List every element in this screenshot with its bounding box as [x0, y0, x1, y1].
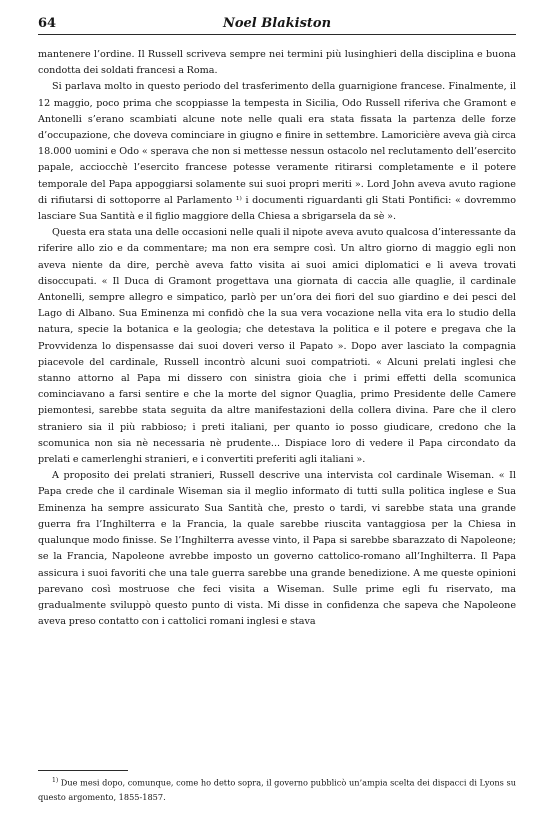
- footnote-rule: [38, 770, 128, 771]
- footnote: [38, 774, 516, 804]
- footnote-text: Due mesi dopo, comunque, come ho detto sopra, il governo pubblicò un’ampia scelta dei dispacci di Lyons su questo argomento, 1855-1857.: [38, 777, 516, 802]
- paragraph-continuation: mantenere l’ordine. Il Russell scriveva sempre nei termini più lusinghieri della disciplina e buona condotta dei soldati francesi a Roma.: [38, 49, 516, 77]
- body-text: [38, 47, 516, 630]
- footnote-marker: 1): [52, 777, 59, 784]
- paragraph-garrison-transfer: Si parlava molto in questo periodo del trasferimento della guarnigione francese. Finalmente, il 12 maggio, poco prima che scoppiasse la tempesta in Sicilia, Odo Russell riferiva che Gramont e Antonelli s’erano scambiati alcune note nelle quali era stata fissata la partenza delle forze d’occupazione, che doveva cominciare in giugno e finire in settembre. Lamoricière aveva già circa 18.000 uomini e Odo « sperava che non si mettesse nessun ostacolo nel reclutamento dell’esercito papale, acciocchè l’esercito francese potesse veramente ritirarsi completamente e il potere temporale del Papa appoggiarsi solamente sui suoi propri meriti ». Lord John aveva avuto ragione di rifiutarsi di sottoporre al Parlamento ¹⁾ i documenti riguardanti gli Stati Pontifici: « dovremmo lasciare Sua Santità e il figlio maggiore della Chiesa a sbrigarsela da sè ».: [38, 81, 516, 223]
- paragraph-diplomatic-visits: Questa era stata una delle occasioni nelle quali il nipote aveva avuto qualcosa d’interessante da riferire allo zio e da commentare; ma non era sempre così. Un altro giorno di maggio egli non aveva niente da dire, perchè aveva fatto visita ai suoi amici diplomatici e li aveva trovati disoccupati. « Il Duca di Gramont progettava una giornata di caccia alle quaglie, il cardinale Antonelli, sempre allegro e simpatico, parlò per un’ora dei fiori del suo giardino e dei pesci del Lago di Albano. Sua Eminenza mi confidò che la sua vera vocazione nella vita era lo studio della natura, specie la botanica e la geologia; che detestava la politica e il potere e pregava che la Provvidenza lo dispensasse dai suoi doveri verso il Papato ». Dopo aver lasciato la compagnia piacevole del cardinale, Russell incontrò alcuni suoi compatrioti. « Alcuni prelati inglesi che stanno attorno al Papa mi dissero con sinistra gioia che i primi effetti della scomunica cominciavano a farsi sentire e che la morte del signor Quaglia, primo Presidente delle Camere piemontesi, sarebbe stata seguita da altre manifestazioni della collera divina. Pare che il clero straniero sia il più rabbioso; i preti italiani, per quanto io posso giudicare, credono che la scomunica non sia nè necessaria nè prudente... Dispiace loro di vedere il Papa circondato da prelati e camerlenghi stranieri, e i convertiti preferiti agli italiani ».: [38, 227, 516, 466]
- page-number: 64: [38, 16, 57, 31]
- paragraph-wiseman-interview: A proposito dei prelati stranieri, Russell descrive una intervista col cardinale Wiseman. « Il Papa crede che il cardinale Wiseman sia il meglio informato di tutti sulla politica inglese e Sua Eminenza ha sempre assicurato Sua Santità che, presto o tardi, vi sarebbe stata una grande guerra fra l’Inghilterra e la Francia, la quale sarebbe riuscita vantaggiosa per la Chiesa in qualunque modo finisse. Se l’Inghilterra avesse vinto, il Papa si sarebbe sbarazzato di Napoleone; se la Francia, Napoleone avrebbe imposto un governo cattolico-romano all’Inghilterra. Il Papa assicura i suoi favoriti che una tale guerra sarebbe una grande benedizione. A me queste opinioni parevano così mostruose che feci visita a Wiseman. Sulle prime egli fu riservato, ma gradualmente sviluppò questo punto di vista. Mi disse in confidenza che sapeva che Napoleone aveva preso contatto con i cattolici romani inglesi e stava: [38, 470, 516, 628]
- page-header: [38, 16, 516, 35]
- running-title: Noel Blakiston: [222, 16, 332, 31]
